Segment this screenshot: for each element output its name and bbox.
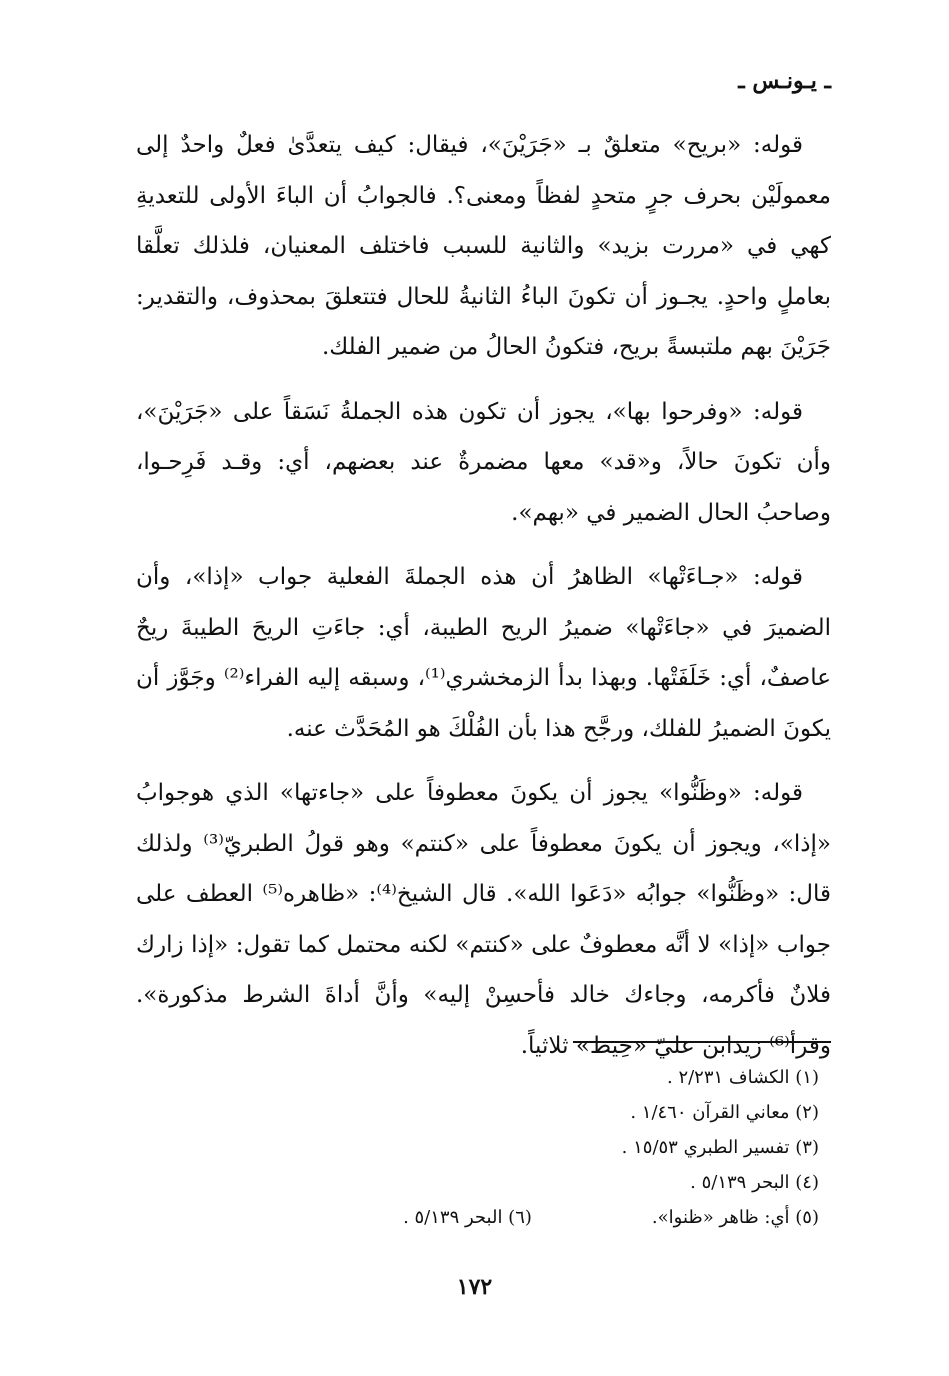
paragraph-2: قوله: «وفرحوا بها»، يجوز أن تكون هذه الجملةُ نَسَقاً على «جَرَيْنَ»، وأن تكونَ حالاً، و«قد» معها مضمرةٌ عند بعضهم، أي: وقـد فَرِحـوا، وصاحبُ الحال الضمير في «بهم». <box>136 398 831 526</box>
footnote-1: (١) الكشاف ٢/٢٣١ . <box>667 1067 819 1088</box>
footnote-5: (٥) أي: ظاهر «ظنوا». <box>651 1207 819 1228</box>
paragraph-4: قوله: «وظَنُّوا» يجوز أن يكونَ معطوفاً على «جاءتها» الذي هوجوابُ «إذا»، ويجوز أن يكونَ معطوفاً على «كنتم» وهو قولُ الطبريّ⁽³⁾ ولذلك قال: «وظَنُّوا» جوابُه «دَعَوا الله». قال الشيخ⁽⁴⁾: «ظاهره⁽⁵⁾ العطف على جواب «إذا» لا أنَّه معطوفٌ على «كنتم» لكنه محتمل كما تقول: «إذا زارك فلانٌ فأكرمه، وجاءك خالد فأحسِنْ إليه» وأنَّ أداةَ الشرط مذكورة». وقرأ⁽⁶⁾ زيدابن عليّ «حِيط» ثلاثياً. <box>136 780 831 1059</box>
running-header: ـ يـونـس ـ <box>738 68 831 94</box>
page-number: ١٧٢ <box>456 1274 493 1300</box>
body-text <box>136 120 831 1085</box>
paragraph-3: قوله: «جـاءَتْها» الظاهرُ أن هذه الجملةَ الفعلية جواب «إذا»، وأن الضميرَ في «جاءَتْها» ضميرُ الريح الطيبة، أي: جاءَتِ الريحَ الطيبةَ ريحٌ عاصفٌ، أي: خَلَفَتْها. وبهذا بدأ الزمخشري⁽¹⁾، وسبقه إليه الفراء⁽²⁾ وجَوَّز أن يكونَ الضميرُ للفلك، ورجَّح هذا بأن الفُلْكَ هو المُحَدَّث عنه. <box>136 564 831 742</box>
footnote-4: (٤) البحر ٥/١٣٩ . <box>690 1172 819 1193</box>
footnote-2: (٢) معاني القرآن ١/٤٦٠ . <box>630 1102 819 1123</box>
footnote-row-last <box>129 1200 819 1235</box>
footnotes <box>129 1060 819 1235</box>
footnote-3: (٣) تفسير الطبري ١٥/٥٣ . <box>621 1137 819 1158</box>
paragraph-1: قوله: «بريح» متعلقٌ بـ «جَرَيْنَ»، فيقال: كيف يتعدَّىٰ فعلٌ واحدٌ إلى معمولَيْن بحرف جرٍ متحدٍ لفظاً ومعنى؟. فالجوابُ أن الباءَ الأولى للتعديةِ كهي في «مررت بزيد» والثانية للسبب فاختلف المعنيان، فلذلك تعلَّقا بعاملٍ واحدٍ. يجـوز أن تكونَ الباءُ الثانيةُ للحال فتتعلقَ بمحذوف، والتقدير: جَرَيْنَ بهم ملتبسةً بريح، فتكونُ الحالُ من ضمير الفلك. <box>136 132 831 360</box>
footnote-6: (٦) البحر ٥/١٣٩ . <box>403 1207 532 1228</box>
footnote-separator <box>573 1041 831 1043</box>
